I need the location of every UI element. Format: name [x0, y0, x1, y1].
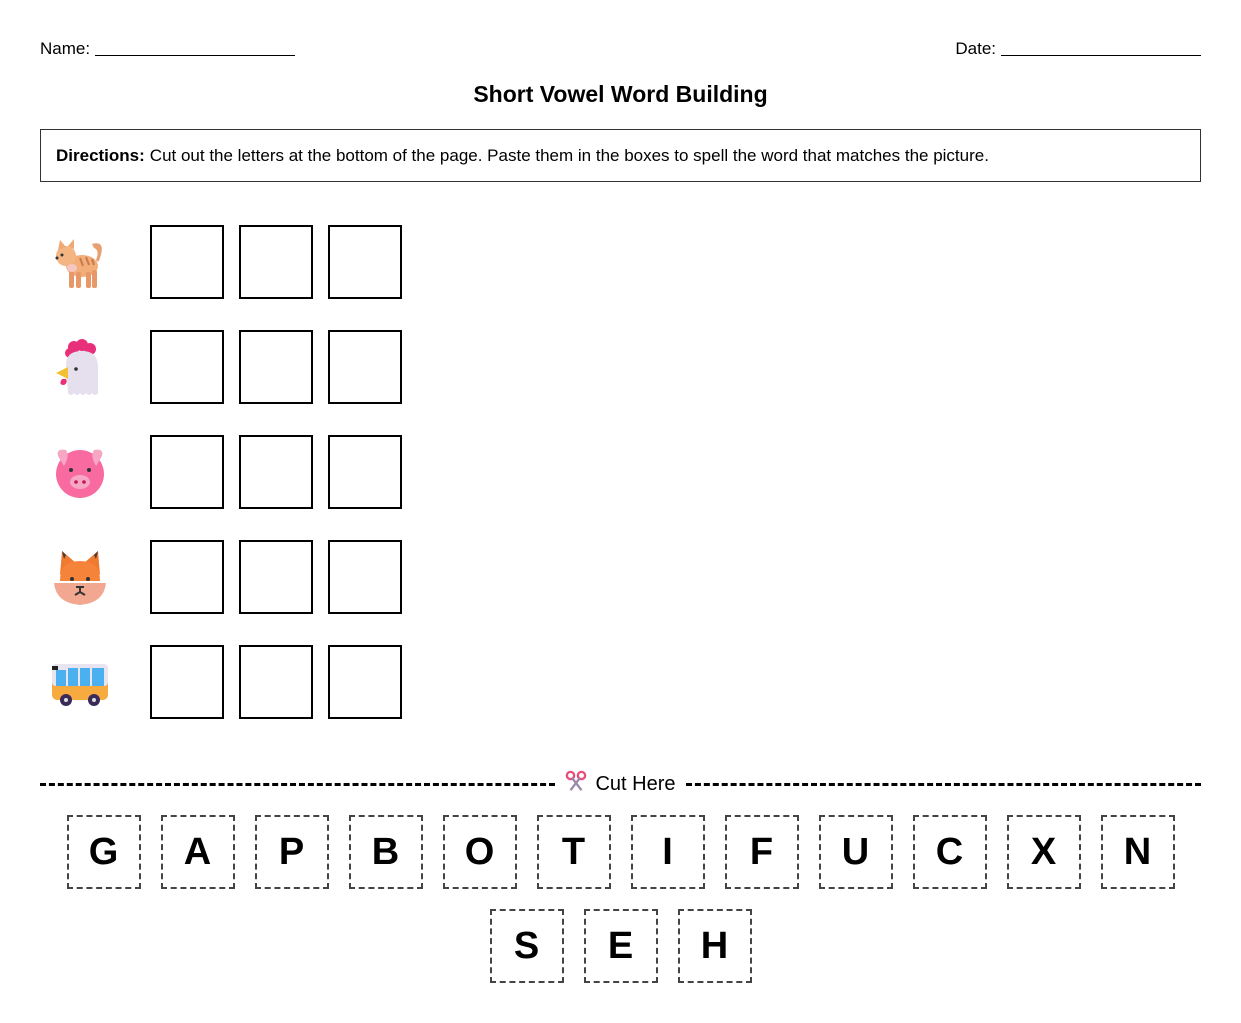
letter-box[interactable] — [150, 435, 224, 509]
letter-tile[interactable]: P — [255, 815, 329, 889]
header-row — [40, 38, 1201, 60]
letter-box[interactable] — [328, 225, 402, 299]
letter-tile[interactable]: G — [67, 815, 141, 889]
letter-box[interactable] — [239, 330, 313, 404]
letter-tile[interactable]: U — [819, 815, 893, 889]
word-row — [40, 435, 417, 509]
letter-box[interactable] — [328, 540, 402, 614]
name-field — [40, 38, 295, 60]
letter-box[interactable] — [239, 645, 313, 719]
letter-tiles — [40, 815, 1201, 983]
cut-line — [40, 772, 1201, 796]
hen-icon — [40, 330, 120, 404]
letter-box[interactable] — [150, 540, 224, 614]
letter-tile[interactable]: T — [537, 815, 611, 889]
cut-label — [555, 770, 685, 798]
directions-label: Directions: — [56, 145, 145, 165]
letter-box[interactable] — [328, 645, 402, 719]
cut-dash-right — [686, 783, 1201, 786]
letter-box[interactable] — [328, 435, 402, 509]
letter-tile[interactable]: C — [913, 815, 987, 889]
page-title: Short Vowel Word Building — [473, 81, 768, 107]
name-line[interactable] — [95, 40, 295, 56]
letter-tile[interactable]: F — [725, 815, 799, 889]
letter-box[interactable] — [150, 330, 224, 404]
directions-text: Cut out the letters at the bottom of the page. Paste them in the boxes to spell the word that matches the picture. — [149, 145, 989, 165]
letter-tile[interactable]: I — [631, 815, 705, 889]
letter-tile[interactable]: H — [678, 909, 752, 983]
letter-box[interactable] — [239, 540, 313, 614]
word-row — [40, 330, 417, 404]
cut-dash-left — [40, 783, 555, 786]
letter-tile[interactable]: X — [1007, 815, 1081, 889]
bus-icon — [40, 645, 120, 719]
date-line[interactable] — [1001, 40, 1201, 56]
scissors-icon — [565, 770, 587, 798]
date-label: Date: — [955, 39, 996, 58]
letter-box[interactable] — [239, 435, 313, 509]
word-row — [40, 645, 417, 719]
cat-icon — [40, 225, 120, 299]
cut-here-label: Cut Here — [595, 772, 676, 795]
name-label: Name: — [40, 39, 91, 58]
letter-tile[interactable]: A — [161, 815, 235, 889]
letter-tile[interactable]: B — [349, 815, 423, 889]
letter-tile[interactable]: S — [490, 909, 564, 983]
fox-icon — [40, 540, 120, 614]
word-row — [40, 540, 417, 614]
directions-box — [40, 129, 1201, 182]
letter-tile[interactable]: N — [1101, 815, 1175, 889]
letter-box[interactable] — [239, 225, 313, 299]
pig-icon — [40, 435, 120, 509]
word-row — [40, 225, 417, 299]
letter-box[interactable] — [150, 645, 224, 719]
date-field — [955, 38, 1201, 60]
letter-tile[interactable]: O — [443, 815, 517, 889]
letter-box[interactable] — [150, 225, 224, 299]
word-rows — [40, 225, 417, 750]
letter-tile[interactable]: E — [584, 909, 658, 983]
letter-box[interactable] — [328, 330, 402, 404]
